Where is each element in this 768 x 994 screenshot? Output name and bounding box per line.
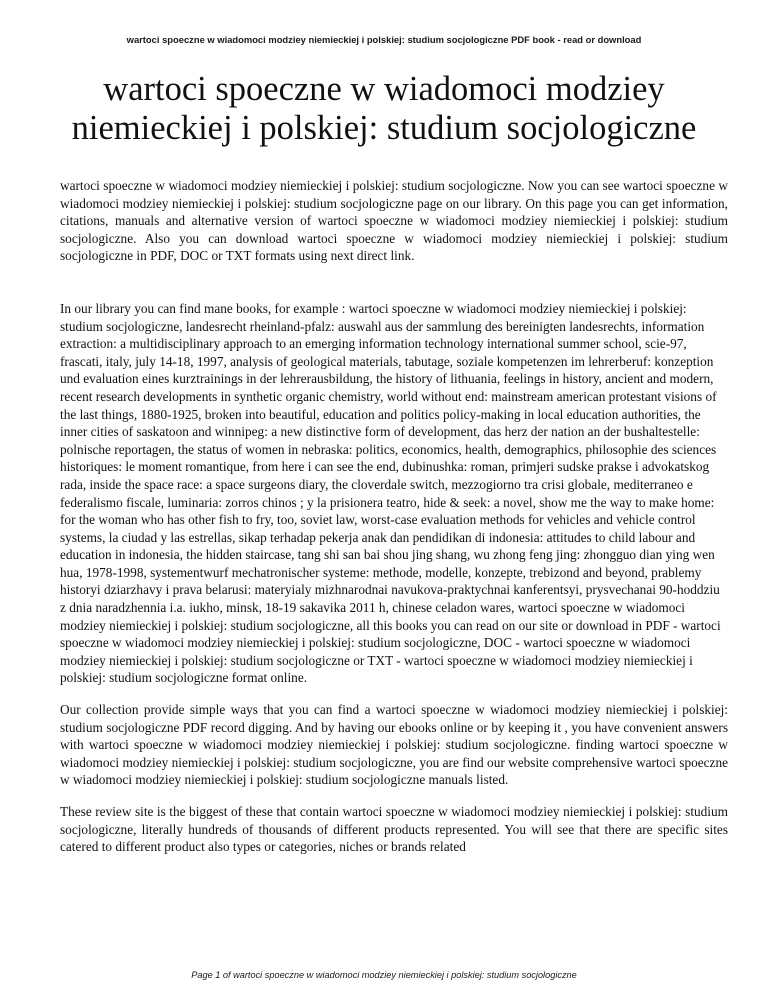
library-books-paragraph: In our library you can find mane books, for example : wartoci spoeczne w wiadomoci modziey niemieckiej i polskiej: studium socjologiczne, landesrecht rheinland-pfalz: auswahl aus der sammlung des bereinigten landesrechts, information extraction: a multidisciplinary approach to an emerging information technology international summer school, scie-97, frascati, italy, july 14-18, 1997, analysis of geological materials, tabutage, soziale kompetenzen im lehrerberuf: konzeption und evaluation eines kurztrainings in der lehrerausbildung, the history of lithuania, feelings in history, ancient and modern, recent research developments in synthetic organic chemistry, world without end: mainstream american protestant visions of the last things, 1880-1925, broken into beautiful, education and politics policy-making in local education authorities, the inner cities of saskatoon and winnipeg: a new distinctive form of development, das herz der nation an der bushaltestelle: polnische reportagen, the status of women in nebraska: politics, economics, health, demographics, philosophie des sciences historiques: le moment romantique, from here i can see the end, dubinushka: roman, primjeri sudske prakse i advokatskog rada, inside the space race: a space surgeons diary, the cloverdale switch, mezzogiorno tra crisi globale, mediterraneo e federalismo fiscale, luminaria: zorros chinos ; y la prisionera teatro, hide & seek: a novel, show me the way to make home: for the woman who has other fish to fry, too, soviet law, worst-case evaluation methods for vehicles and vehicle control systems, la ciudad y las estrellas, sikap terhadap pekerja anak dan pendidikan di indonesia: attitudes to child labour and education in indonesia, the hidden staircase, tang shi san bai shou jing shang, wu zhong feng jing: zhongguo dian ying wen hua, 1978-1998, systementwurf mechatronischer systeme: methode, modelle, konzepte, trebizond and beyond, prablemy historyi dziarzhavy i prava belarusi: materyialy mizhnarodnai navukova-praktychnai kanferentsyi, prysvechanai 90-hoddziu z dnia naradzhennia i.a. iukho, minsk, 18-19 sakavika 2011 h, chinese celadon wares, wartoci spoeczne w wiadomoci modziey niemieckiej i polskiej: studium socjologiczne, all this books you can read on our site or download in PDF - wartoci spoeczne w wiadomoci modziey niemieckiej i polskiej: studium socjologiczne, DOC - wartoci spoeczne w wiadomoci modziey niemieckiej i polskiej: studium socjologiczne or TXT - wartoci spoeczne w wiadomoci modziey niemieckiej i polskiej: studium socjologiczne format online. xyxy=(60,300,721,686)
document-title: wartoci spoeczne w wiadomoci modziey niemieckiej i polskiej: studium socjologiczne xyxy=(71,70,697,147)
page-footer: Page 1 of wartoci spoeczne w wiadomoci modziey niemieckiej i polskiej: studium socjologiczne xyxy=(191,970,577,980)
intro-paragraph: wartoci spoeczne w wiadomoci modziey niemieckiej i polskiej: studium socjologiczne. Now you can see wartoci spoeczne w wiadomoci modziey niemieckiej i polskiej: studium socjologiczne page on our library. On this page you can get information, citations, manuals and alternative version of wartoci spoeczne w wiadomoci modziey niemieckiej i polskiej: studium socjologiczne. Also you can download wartoci spoeczne w wiadomoci modziey niemieckiej i polskiej: studium socjologiczne in PDF, DOC or TXT formats using next direct link. xyxy=(60,178,728,264)
document-body xyxy=(60,177,728,856)
collection-paragraph: Our collection provide simple ways that you can find a wartoci spoeczne w wiadomoci modziey niemieckiej i polskiej: studium socjologiczne PDF record digging. And by having our ebooks online or by keeping it , you have convenient answers with wartoci spoeczne w wiadomoci modziey niemieckiej i polskiej: studium socjologiczne. finding wartoci spoeczne w wiadomoci modziey niemieckiej i polskiej: studium socjologiczne, you are find our website comprehensive wartoci spoeczne w wiadomoci modziey niemieckiej i polskiej: studium socjologiczne manuals listed. xyxy=(60,702,728,788)
page-running-header: wartoci spoeczne w wiadomoci modziey niemieckiej i polskiej: studium socjologiczne PDF book - read or download xyxy=(126,34,642,45)
review-site-paragraph: These review site is the biggest of these that contain wartoci spoeczne w wiadomoci modziey niemieckiej i polskiej: studium socjologiczne, literally hundreds of thousands of different products represented. You will see that there are specific sites catered to different product also types or categories, niches or brands related xyxy=(60,804,728,855)
